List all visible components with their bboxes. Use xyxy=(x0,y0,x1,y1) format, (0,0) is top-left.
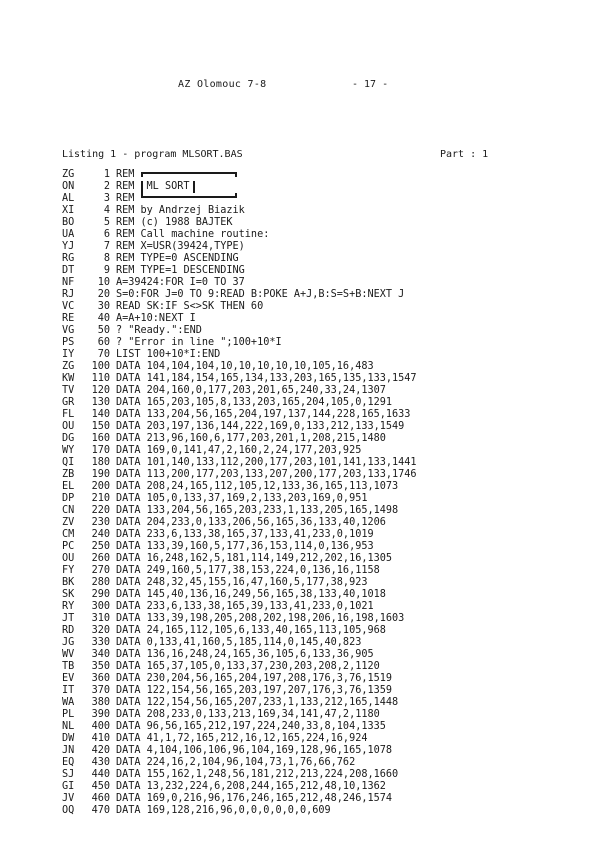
line-number: 470 xyxy=(91,805,110,816)
checksum: RD xyxy=(62,625,75,636)
line-number: 70 xyxy=(97,349,110,360)
line-code: DATA 204,233,0,133,206,56,165,36,133,40,1206 xyxy=(116,517,386,528)
checksum: PC xyxy=(62,541,75,552)
line-code: REM (c) 1988 BAJTEK xyxy=(116,217,233,228)
line-number: 270 xyxy=(91,565,110,576)
code-line xyxy=(62,349,582,361)
line-number: 320 xyxy=(91,625,110,636)
line-code: DATA 113,200,177,203,133,207,200,177,203,133,1746 xyxy=(116,469,417,480)
line-number: 390 xyxy=(91,709,110,720)
code-line xyxy=(62,409,582,421)
checksum: GI xyxy=(62,781,75,792)
line-code: DATA 24,165,112,105,6,133,40,165,113,105,968 xyxy=(116,625,386,636)
line-number: 4 xyxy=(103,205,110,216)
line-code: DATA 136,16,248,24,165,36,105,6,133,36,905 xyxy=(116,649,374,660)
code-line xyxy=(62,457,582,469)
checksum: AL xyxy=(62,193,75,204)
line-number: 190 xyxy=(91,469,110,480)
code-line xyxy=(62,385,582,397)
line-number: 210 xyxy=(91,493,110,504)
checksum: WY xyxy=(62,445,75,456)
line-code: S=0:FOR J=0 TO 9:READ B:POKE A+J,B:S=S+B:NEXT J xyxy=(116,289,405,300)
code-line xyxy=(62,781,582,793)
listing-part: Part : 1 xyxy=(440,149,489,160)
program-listing xyxy=(62,169,582,817)
line-number: 290 xyxy=(91,589,110,600)
line-number: 300 xyxy=(91,601,110,612)
code-line xyxy=(62,241,582,253)
checksum: BK xyxy=(62,577,75,588)
checksum: RG xyxy=(62,253,75,264)
code-line xyxy=(62,169,582,181)
checksum: PL xyxy=(62,709,75,720)
line-number: 60 xyxy=(97,337,110,348)
code-line xyxy=(62,745,582,757)
line-number: 260 xyxy=(91,553,110,564)
line-code: REM TYPE=1 DESCENDING xyxy=(116,265,245,276)
code-line xyxy=(62,217,582,229)
line-code: DATA 203,197,136,144,222,169,0,133,212,133,1549 xyxy=(116,421,405,432)
line-code: DATA 230,204,56,165,204,197,208,176,3,76,1519 xyxy=(116,673,393,684)
code-line xyxy=(62,769,582,781)
checksum: CM xyxy=(62,529,75,540)
code-line xyxy=(62,289,582,301)
code-line xyxy=(62,337,582,349)
code-line xyxy=(62,637,582,649)
line-code: ? "Ready.":END xyxy=(116,325,202,336)
code-line xyxy=(62,673,582,685)
code-line xyxy=(62,709,582,721)
line-code: DATA 169,128,216,96,0,0,0,0,0,0,609 xyxy=(116,805,331,816)
line-code: ? "Error in line ";100+10*I xyxy=(116,337,282,348)
line-number: 3 xyxy=(103,193,110,204)
line-code: DATA 104,104,104,10,10,10,10,10,105,16,483 xyxy=(116,361,374,372)
line-number: 340 xyxy=(91,649,110,660)
code-line xyxy=(62,757,582,769)
line-code: DATA 0,133,41,160,5,185,114,0,145,40,823 xyxy=(116,637,362,648)
line-number: 250 xyxy=(91,541,110,552)
banner-box-top xyxy=(141,172,237,177)
line-number: 110 xyxy=(91,373,110,384)
listing-title: Listing 1 - program MLSORT.BAS xyxy=(62,149,243,160)
line-code: DATA 4,104,106,106,96,104,169,128,96,165,1078 xyxy=(116,745,393,756)
code-line xyxy=(62,265,582,277)
line-number: 9 xyxy=(103,265,110,276)
line-code: DATA 165,203,105,8,133,203,165,204,105,0,1291 xyxy=(116,397,393,408)
line-number: 410 xyxy=(91,733,110,744)
line-number: 2 xyxy=(103,181,110,192)
line-code: DATA 224,16,2,104,96,104,73,1,76,66,762 xyxy=(116,757,356,768)
line-code: REM TYPE=0 ASCENDING xyxy=(116,253,239,264)
line-number: 120 xyxy=(91,385,110,396)
line-number: 310 xyxy=(91,613,110,624)
line-number: 8 xyxy=(103,253,110,264)
line-code: DATA 105,0,133,37,169,2,133,203,169,0,951 xyxy=(116,493,368,504)
line-code: DATA 96,56,165,212,197,224,240,33,8,104,1335 xyxy=(116,721,386,732)
line-number: 140 xyxy=(91,409,110,420)
line-code: REM xyxy=(116,181,135,192)
checksum: RJ xyxy=(62,289,75,300)
line-code: DATA 122,154,56,165,207,233,1,133,212,165,1448 xyxy=(116,697,399,708)
checksum: DT xyxy=(62,265,75,276)
code-line xyxy=(62,601,582,613)
checksum: KW xyxy=(62,373,75,384)
line-number: 160 xyxy=(91,433,110,444)
line-code: DATA 248,32,45,155,16,47,160,5,177,38,923 xyxy=(116,577,368,588)
code-line xyxy=(62,541,582,553)
checksum: ZG xyxy=(62,169,75,180)
line-code: DATA 145,40,136,16,249,56,165,38,133,40,1018 xyxy=(116,589,386,600)
code-line xyxy=(62,721,582,733)
line-number: 130 xyxy=(91,397,110,408)
line-number: 370 xyxy=(91,685,110,696)
line-number: 450 xyxy=(91,781,110,792)
checksum: TB xyxy=(62,661,75,672)
code-line xyxy=(62,805,582,817)
code-line xyxy=(62,301,582,313)
page-number: - 17 - xyxy=(352,79,389,90)
code-line xyxy=(62,589,582,601)
checksum: DP xyxy=(62,493,75,504)
line-number: 40 xyxy=(97,313,110,324)
checksum: PS xyxy=(62,337,75,348)
checksum: FY xyxy=(62,565,75,576)
code-line xyxy=(62,205,582,217)
checksum: DW xyxy=(62,733,75,744)
page-header-title: AZ Olomouc 7-8 xyxy=(178,79,267,90)
line-number: 30 xyxy=(97,301,110,312)
checksum: SJ xyxy=(62,769,75,780)
code-line xyxy=(62,481,582,493)
checksum: GR xyxy=(62,397,75,408)
checksum: YJ xyxy=(62,241,75,252)
code-line xyxy=(62,553,582,565)
line-code: DATA 155,162,1,248,56,181,212,213,224,208,1660 xyxy=(116,769,399,780)
code-line xyxy=(62,181,582,193)
line-code: DATA 204,160,0,177,203,201,65,240,33,24,1307 xyxy=(116,385,386,396)
checksum: IT xyxy=(62,685,75,696)
checksum: RY xyxy=(62,601,75,612)
code-line xyxy=(62,613,582,625)
line-number: 20 xyxy=(97,289,110,300)
line-number: 400 xyxy=(91,721,110,732)
checksum: JV xyxy=(62,793,75,804)
code-line xyxy=(62,493,582,505)
line-number: 5 xyxy=(103,217,110,228)
line-code: LIST 100+10*I:END xyxy=(116,349,221,360)
checksum: CN xyxy=(62,505,75,516)
line-number: 150 xyxy=(91,421,110,432)
line-number: 50 xyxy=(97,325,110,336)
checksum: QI xyxy=(62,457,75,468)
line-number: 180 xyxy=(91,457,110,468)
code-line xyxy=(62,421,582,433)
checksum: RE xyxy=(62,313,75,324)
line-number: 350 xyxy=(91,661,110,672)
line-code: DATA 13,232,224,6,208,244,165,212,48,10,1362 xyxy=(116,781,386,792)
code-line xyxy=(62,313,582,325)
checksum: BO xyxy=(62,217,75,228)
code-line xyxy=(62,577,582,589)
line-code: DATA 169,0,141,47,2,160,2,24,177,203,925 xyxy=(116,445,362,456)
line-code: DATA 41,1,72,165,212,16,12,165,224,16,924 xyxy=(116,733,368,744)
code-line xyxy=(62,529,582,541)
line-code: REM xyxy=(116,193,135,204)
code-line xyxy=(62,565,582,577)
line-number: 460 xyxy=(91,793,110,804)
checksum: VG xyxy=(62,325,75,336)
line-code: REM xyxy=(116,169,135,180)
code-line xyxy=(62,733,582,745)
code-line xyxy=(62,361,582,373)
line-code: A=A+10:NEXT I xyxy=(116,313,196,324)
line-number: 170 xyxy=(91,445,110,456)
code-line xyxy=(62,397,582,409)
line-code: DATA 133,204,56,165,204,197,137,144,228,165,1633 xyxy=(116,409,411,420)
line-code: DATA 169,0,216,96,176,246,165,212,48,246,1574 xyxy=(116,793,393,804)
checksum: WA xyxy=(62,697,75,708)
checksum: ZB xyxy=(62,469,75,480)
checksum: JN xyxy=(62,745,75,756)
code-line xyxy=(62,277,582,289)
line-number: 1 xyxy=(103,169,110,180)
code-line xyxy=(62,229,582,241)
line-code: DATA 101,140,133,112,200,177,203,101,141,133,1441 xyxy=(116,457,417,468)
checksum: UA xyxy=(62,229,75,240)
code-line xyxy=(62,373,582,385)
line-code: REM Call machine routine: xyxy=(116,229,270,240)
banner-box-bottom xyxy=(141,193,237,198)
line-number: 100 xyxy=(91,361,110,372)
line-number: 380 xyxy=(91,697,110,708)
line-number: 440 xyxy=(91,769,110,780)
code-line xyxy=(62,253,582,265)
listing-header xyxy=(0,149,600,163)
checksum: XI xyxy=(62,205,75,216)
code-line xyxy=(62,517,582,529)
checksum: EL xyxy=(62,481,75,492)
line-code: REM by Andrzej Biazik xyxy=(116,205,245,216)
line-number: 330 xyxy=(91,637,110,648)
code-line xyxy=(62,697,582,709)
checksum: EV xyxy=(62,673,75,684)
checksum: ZV xyxy=(62,517,75,528)
checksum: DG xyxy=(62,433,75,444)
line-code: DATA 213,96,160,6,177,203,201,1,208,215,1480 xyxy=(116,433,386,444)
line-number: 280 xyxy=(91,577,110,588)
checksum: ZG xyxy=(62,361,75,372)
line-number: 360 xyxy=(91,673,110,684)
code-line xyxy=(62,445,582,457)
line-code: DATA 16,248,162,5,181,114,149,212,202,16,1305 xyxy=(116,553,393,564)
line-code: DATA 141,184,154,165,134,133,203,165,135,133,1547 xyxy=(116,373,417,384)
checksum: TV xyxy=(62,385,75,396)
code-line xyxy=(62,505,582,517)
line-number: 240 xyxy=(91,529,110,540)
code-line xyxy=(62,649,582,661)
line-number: 6 xyxy=(103,229,110,240)
code-line xyxy=(62,469,582,481)
checksum: FL xyxy=(62,409,75,420)
line-number: 10 xyxy=(97,277,110,288)
line-code: REM X=USR(39424,TYPE) xyxy=(116,241,245,252)
checksum: OU xyxy=(62,421,75,432)
line-number: 200 xyxy=(91,481,110,492)
checksum: EQ xyxy=(62,757,75,768)
line-code: DATA 133,204,56,165,203,233,1,133,205,165,1498 xyxy=(116,505,399,516)
code-line xyxy=(62,433,582,445)
checksum: IY xyxy=(62,349,75,360)
checksum: JT xyxy=(62,613,75,624)
checksum: NF xyxy=(62,277,75,288)
banner-title: ML SORT xyxy=(141,181,196,193)
checksum: NL xyxy=(62,721,75,732)
checksum: JG xyxy=(62,637,75,648)
line-number: 7 xyxy=(103,241,110,252)
line-code: DATA 133,39,160,5,177,36,153,114,0,136,953 xyxy=(116,541,374,552)
code-line xyxy=(62,685,582,697)
checksum: SK xyxy=(62,589,75,600)
line-number: 430 xyxy=(91,757,110,768)
line-code: A=39424:FOR I=0 TO 37 xyxy=(116,277,245,288)
code-line xyxy=(62,325,582,337)
line-code: DATA 208,24,165,112,105,12,133,36,165,113,1073 xyxy=(116,481,399,492)
line-code: DATA 122,154,56,165,203,197,207,176,3,76,1359 xyxy=(116,685,393,696)
checksum: WV xyxy=(62,649,75,660)
code-line xyxy=(62,661,582,673)
line-number: 220 xyxy=(91,505,110,516)
line-code: DATA 233,6,133,38,165,37,133,41,233,0,1019 xyxy=(116,529,374,540)
line-code: DATA 165,37,105,0,133,37,230,203,208,2,1120 xyxy=(116,661,380,672)
code-line xyxy=(62,625,582,637)
line-code: READ SK:IF S<>SK THEN 60 xyxy=(116,301,264,312)
line-code: DATA 233,6,133,38,165,39,133,41,233,0,1021 xyxy=(116,601,374,612)
line-number: 420 xyxy=(91,745,110,756)
checksum: ON xyxy=(62,181,75,192)
checksum: OU xyxy=(62,553,75,564)
page-header xyxy=(0,79,600,93)
code-line xyxy=(62,193,582,205)
code-line xyxy=(62,793,582,805)
line-code: DATA 208,233,0,133,213,169,34,141,47,2,1180 xyxy=(116,709,380,720)
line-code: DATA 133,39,198,205,208,202,198,206,16,198,1603 xyxy=(116,613,405,624)
checksum: OQ xyxy=(62,805,75,816)
line-code: DATA 249,160,5,177,38,153,224,0,136,16,1158 xyxy=(116,565,380,576)
checksum: VC xyxy=(62,301,75,312)
line-number: 230 xyxy=(91,517,110,528)
